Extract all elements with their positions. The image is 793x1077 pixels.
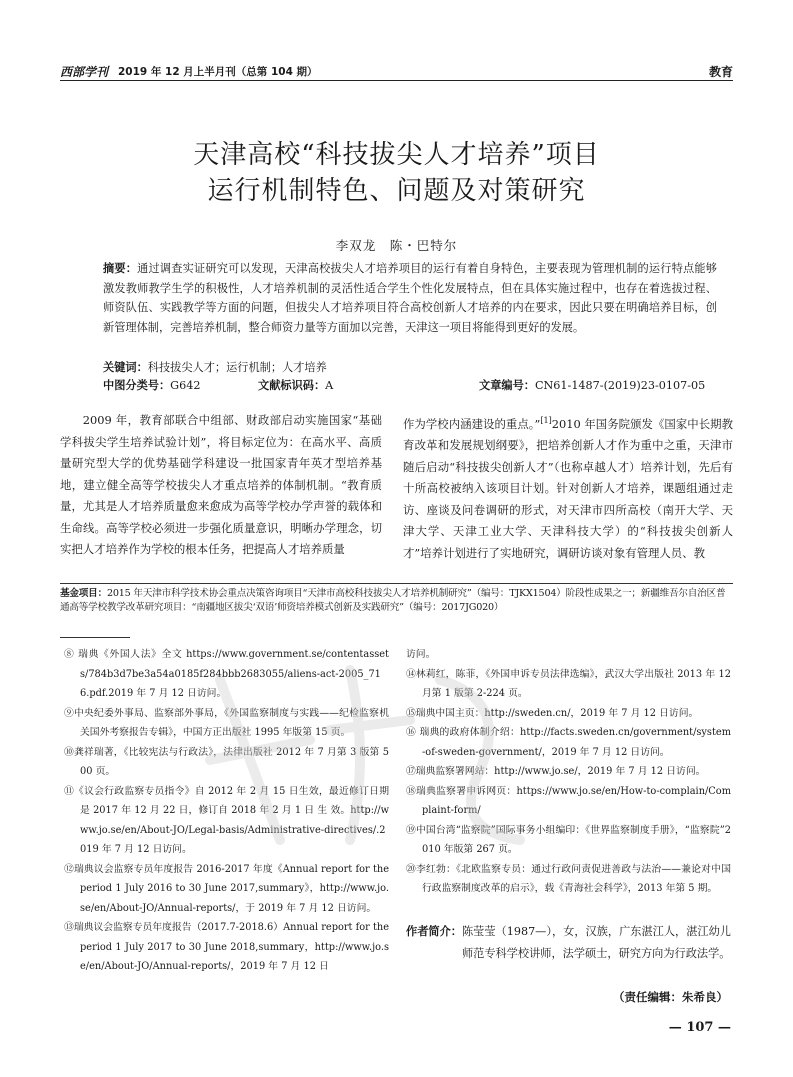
document-code-label: 文献标识码： (258, 379, 326, 392)
note-item: ⑮瑞典中国主页：http://sweden.cn/，2019 年 7 月 12 日访问。 (406, 707, 699, 719)
notes-divider (60, 637, 130, 638)
body-paragraph-continued (403, 410, 733, 564)
body-paragraph: 2009 年，教育部联合中组部、财政部启动实施国家“基础学科拔尖学生培养试验计划”，将目标定位为：在高水平、高质量研究型大学的优势基础学科建设一批国家青年英才型培养基地，建立健全高等学校拔尖人才重点培养的体制机制。“教育质量，尤其是人才培养质量愈来愈成为高等学校办学声誉的载体和生命线。高等学校必须进一步强化质量意识，明晰办学理念，切实把人才培养作为学校的根本任务，把提高人才培养质量 (60, 413, 382, 556)
fund-text: 2015 年天津市科学技术协会重点决策咨询项目“天津市高校科技拔尖人才培养机制研究”（编号：TJKX1504）阶段性成果之一；新疆维吾尔自治区普通高等学校教学改革研究项目：“南疆地区拔尖‘双语’师资培养模式创新及实践研究”（编号：2017JG020） (60, 588, 726, 613)
classification-value: G642 (170, 379, 201, 392)
note-item: ⑳李红勃：《北欧监察专员：通过行政问责促进善政与法治——兼论对中国行政监察制度改革的启示》，载《青海社会科学》，2013 年第 5 期。 (406, 863, 731, 894)
note-item: ⑲中国台湾“监察院”国际事务小组编印：《世界监察制度手册》，“监察院”2010 年版第 267 页。 (406, 824, 731, 855)
fund-label: 基金项目： (60, 588, 107, 599)
citation-marker: [1] (540, 416, 552, 425)
page-number: — 107 — (668, 1020, 731, 1035)
note-item: ⑧ 瑞典《外国人法》全文 https://www.government.se/contentassets/784b3d7be3a54a0185f284bbb2683055/aliens-act-2005_716.pdf.2019 年 7 月 12 日访问。 (64, 649, 389, 699)
abstract (103, 259, 717, 337)
author-bio-label: 作者简介： (406, 925, 462, 938)
classification-number (103, 377, 200, 393)
notes-left-list (64, 645, 389, 977)
keywords (103, 359, 327, 375)
notes-right-list (406, 645, 731, 899)
body-left-column (60, 410, 382, 561)
article-title (60, 137, 733, 209)
abstract-text: 通过调查实证研究可以发现，天津高校拔尖人才培养项目的运行有着自身特色，主要表现为管理机制的运行特点能够激发教师教学生学的积极性，人才培养机制的灵活性适合学生个性化发展特点，但在具体实施过程中，也存在着选拔过程、师资队伍、实践教学等方面的问题，但拔尖人才培养项目符合高校创新人才培养的内在要求，因此只要在明确培养目标，创新管理体制，完善培养机制，整合师资力量等方面加以完善，天津这一项目将能得到更好的发展。 (103, 262, 717, 334)
author-names: 李双龙 陈・巴特尔 (335, 238, 458, 253)
document-code-value: A (325, 379, 334, 392)
keywords-label: 关键词： (103, 361, 148, 374)
document-code (258, 377, 333, 393)
note-item: ⑩龚祥瑞著，《比较宪法与行政法》，法律出版社 2012 年 7 月第 3 版第 500 页。 (64, 746, 389, 777)
body-right-column (403, 410, 733, 564)
abstract-label: 摘要： (103, 262, 138, 275)
note-item: ⑯ 瑞典的政府体制介绍：http://facts.sweden.cn/government/system-of-sweden-government/，2019 年 7 月 12 日访问。 (406, 727, 731, 758)
issue-info: 2019 年 12 月上半月刊（总第 104 期） (118, 66, 318, 78)
title-line-1: 天津高校“科技拔尖人才培养”项目 (193, 140, 600, 170)
note-item: ⑭林莉红，陈菲，《外国申诉专员法律选编》，武汉大学出版社 2013 年 12 月第 1 版第 2-224 页。 (406, 668, 731, 699)
note-item: 访问。 (406, 649, 436, 660)
note-item: ⑪《议会行政监察专员指令》自 2012 年 2 月 15 日生效，最近修订日期是 2017 年 12 月 22 日，修订自 2018 年 2 月 1 日 生 效。http://www.jo.se/en/About-JO/Legal-basis/Administrative-directives/.2019 年 7 月 12 日访问。 (64, 785, 389, 855)
body-continued-text-2: 2010 年国务院颁发《国家中长期教育改革和发展规划纲要》，把培养创新人才作为重中之重，天津市随后启动“科技拔尖创新人才”（也称卓越人才）培养计划，先后有十所高校被纳入该项目计划。针对创新人才培养，课题组通过走访、座谈及问卷调研的形式，对天津市四所高校（南开大学、天津大学、天津工业大学、天津科技大学）的“科技拔尖创新人才”培养计划进行了实地研究，调研访谈对象有管理人员、教 (403, 416, 733, 560)
classification-label: 中图分类号： (103, 379, 171, 392)
note-item: ⑨中央纪委外事局、监察部外事局，《外国监察制度与实践——纪检监察机关国外考察报告专辑》，中国方正出版社 1995 年版第 15 页。 (64, 707, 389, 738)
running-header (60, 58, 733, 81)
article-number (479, 377, 705, 393)
author-bio-text: 陈莹莹（1987—），女，汉族，广东湛江人，湛江幼儿师范专科学校讲师，法学硕士，研究方向为行政法学。 (461, 925, 731, 960)
title-line-2: 运行机制特色、问题及对策研究 (207, 176, 586, 206)
body-continued-text: 作为学校内涵建设的重点。” (403, 416, 541, 431)
note-item: ⑰瑞典监察署网站：http://www.jo.se/，2019 年 7 月 12 日访问。 (406, 766, 706, 777)
article-number-label: 文章编号： (479, 379, 535, 392)
section-label: 教育 (708, 65, 733, 79)
journal-name: 西部学刊 (60, 65, 109, 79)
author-bio (406, 921, 731, 965)
note-item: ⑱瑞典监察署申诉网页：https://www.jo.se/en/How-to-complain/Complaint-form/ (406, 785, 731, 816)
keywords-text: 科技拔尖人才；运行机制；人才培养 (147, 361, 327, 374)
fund-footnote (60, 583, 733, 615)
responsible-editor: （责任编辑：朱希良） (613, 990, 728, 1004)
note-item: ⑬瑞典议会监察专员年度报告（2017.7-2018.6）Annual report for the period 1 July 2017 to 30 June 2018,summary，http://www.jo.se/en/About-JO/Annual-reports/，2019 年 7 月 12 日 (64, 922, 389, 972)
note-item: ⑫瑞典议会监察专员年度报告 2016-2017 年度《Annual report for the period 1 July 2016 to 30 June 2017,summary》，http://www.jo.se/en/About-JO/Annual-reports/，于 2019 年 7 月 12 日访问。 (64, 863, 389, 914)
article-number-value: CN61-1487-(2019)23-0107-05 (534, 379, 706, 392)
